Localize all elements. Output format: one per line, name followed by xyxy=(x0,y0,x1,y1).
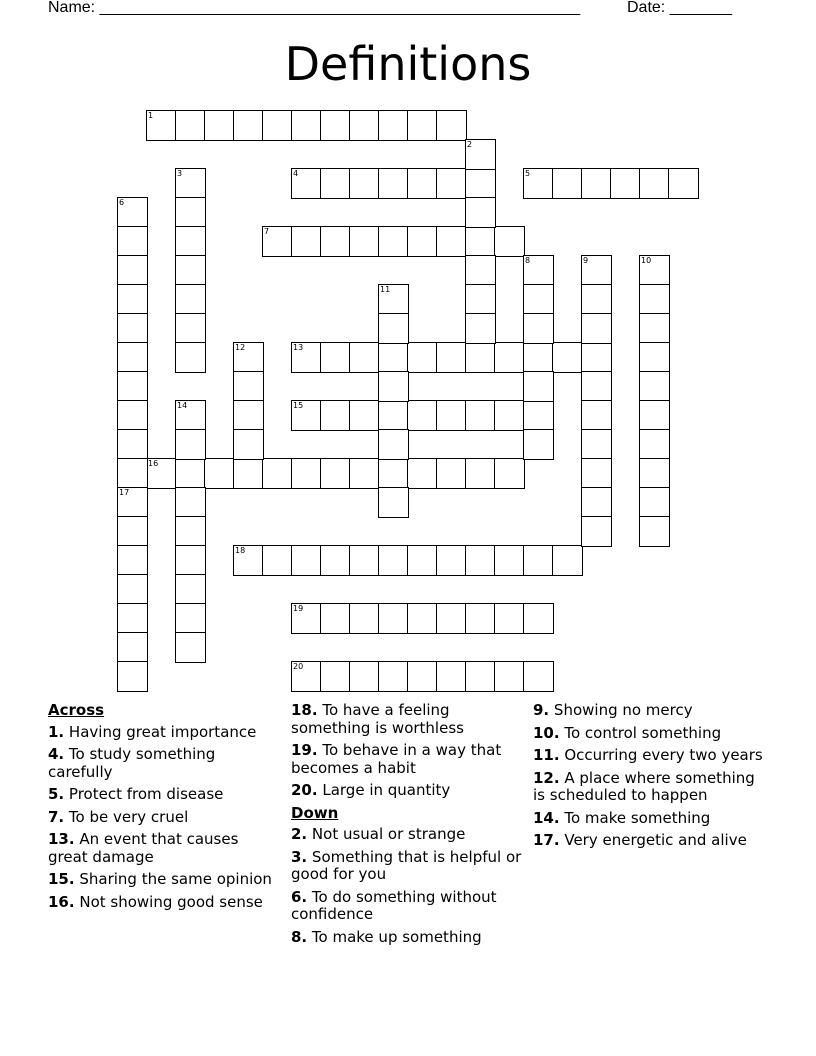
crossword-cell[interactable] xyxy=(378,400,409,431)
crossword-cell[interactable] xyxy=(175,255,206,286)
crossword-cell[interactable] xyxy=(349,226,380,257)
crossword-cell[interactable] xyxy=(378,371,409,402)
crossword-cell[interactable] xyxy=(581,400,612,431)
down-clue-10: 10. To control something xyxy=(533,723,722,742)
crossword-cell[interactable] xyxy=(494,545,525,576)
crossword-cell[interactable] xyxy=(233,545,264,576)
crossword-cell[interactable] xyxy=(465,255,496,286)
crossword-cell[interactable] xyxy=(378,284,409,315)
crossword-cell[interactable] xyxy=(407,110,438,141)
crossword-cell[interactable] xyxy=(465,545,496,576)
crossword-cell[interactable] xyxy=(175,400,206,431)
crossword-cell[interactable] xyxy=(175,574,206,605)
cell-number: 6 xyxy=(119,198,125,207)
crossword-cell[interactable] xyxy=(175,284,206,315)
crossword-cell[interactable] xyxy=(291,110,322,141)
crossword-cell[interactable] xyxy=(233,400,264,431)
crossword-cell[interactable] xyxy=(117,342,148,373)
down-clue-8: 8. To make up something xyxy=(291,927,482,946)
crossword-cell[interactable] xyxy=(581,371,612,402)
crossword-cell[interactable] xyxy=(378,168,409,199)
crossword-cell[interactable] xyxy=(117,371,148,402)
crossword-cell[interactable] xyxy=(175,545,206,576)
crossword-cell[interactable] xyxy=(349,458,380,489)
crossword-cell[interactable] xyxy=(175,197,206,228)
across-clue-7: 7. To be very cruel xyxy=(48,807,189,826)
crossword-cell[interactable] xyxy=(233,458,264,489)
crossword-cell[interactable] xyxy=(291,226,322,257)
crossword-cell[interactable] xyxy=(117,661,148,692)
crossword-cell[interactable] xyxy=(407,661,438,692)
crossword-cell[interactable] xyxy=(581,168,612,199)
crossword-cell[interactable] xyxy=(610,168,641,199)
crossword-cell[interactable] xyxy=(407,400,438,431)
crossword-cell[interactable] xyxy=(175,313,206,344)
down-clue-17: 17. Very energetic and alive xyxy=(533,831,747,849)
crossword-cell[interactable] xyxy=(233,110,264,141)
crossword-cell[interactable] xyxy=(117,603,148,634)
crossword-cell[interactable] xyxy=(378,603,409,634)
cell-number: 3 xyxy=(177,169,183,178)
down-heading: Down xyxy=(291,803,339,822)
crossword-cell[interactable] xyxy=(407,545,438,576)
crossword-cell[interactable] xyxy=(581,284,612,315)
crossword-cell[interactable] xyxy=(117,487,148,518)
crossword-cell[interactable] xyxy=(465,661,496,692)
crossword-cell[interactable] xyxy=(639,429,670,460)
crossword-cell[interactable] xyxy=(349,661,380,692)
crossword-cell[interactable] xyxy=(523,545,554,576)
crossword-cell[interactable] xyxy=(349,110,380,141)
crossword-cell[interactable] xyxy=(175,429,206,460)
crossword-cell[interactable] xyxy=(639,342,670,373)
crossword-cell[interactable] xyxy=(320,342,351,373)
crossword-cell[interactable] xyxy=(465,400,496,431)
cell-number: 7 xyxy=(264,227,270,236)
cell-number: 17 xyxy=(119,488,130,497)
crossword-cell[interactable] xyxy=(291,342,322,373)
across-clue-4: 4. To study something carefully xyxy=(48,745,216,781)
crossword-cell[interactable] xyxy=(378,226,409,257)
crossword-cell[interactable] xyxy=(523,284,554,315)
cell-number: 1 xyxy=(148,111,154,120)
crossword-cell[interactable] xyxy=(117,429,148,460)
cell-number: 12 xyxy=(235,343,246,352)
crossword-cell[interactable] xyxy=(117,574,148,605)
crossword-cell[interactable] xyxy=(175,632,206,663)
crossword-cell[interactable] xyxy=(291,661,322,692)
crossword-cell[interactable] xyxy=(581,313,612,344)
crossword-cell[interactable] xyxy=(465,284,496,315)
across-clue-20: 20. Large in quantity xyxy=(291,781,451,799)
crossword-cell[interactable] xyxy=(465,226,496,257)
cell-number: 14 xyxy=(177,401,188,410)
crossword-cell[interactable] xyxy=(349,400,380,431)
crossword-cell[interactable] xyxy=(494,400,525,431)
cell-number: 19 xyxy=(293,604,304,613)
crossword-cell[interactable] xyxy=(639,458,670,489)
across-heading: Across xyxy=(48,701,105,719)
crossword-cell[interactable] xyxy=(320,661,351,692)
down-clue-12: 12. A place where something is scheduled to happen xyxy=(533,768,755,804)
crossword-cell[interactable] xyxy=(494,226,525,257)
crossword-cell[interactable] xyxy=(436,458,467,489)
crossword-cell[interactable] xyxy=(639,371,670,402)
crossword-cell[interactable] xyxy=(204,110,235,141)
crossword-cell[interactable] xyxy=(262,545,293,576)
crossword-cell[interactable] xyxy=(465,603,496,634)
clue-column-1 xyxy=(48,702,280,916)
crossword-cell[interactable] xyxy=(407,226,438,257)
cell-number: 5 xyxy=(525,169,531,178)
crossword-cell[interactable] xyxy=(581,516,612,547)
crossword-cell[interactable] xyxy=(175,226,206,257)
crossword-cell[interactable] xyxy=(523,313,554,344)
crossword-cell[interactable] xyxy=(523,371,554,402)
crossword-cell[interactable] xyxy=(523,429,554,460)
crossword-cell[interactable] xyxy=(320,226,351,257)
crossword-cell[interactable] xyxy=(233,429,264,460)
crossword-cell[interactable] xyxy=(117,400,148,431)
clue-column-3 xyxy=(533,702,765,855)
crossword-cell[interactable] xyxy=(175,458,206,489)
crossword-cell[interactable] xyxy=(378,429,409,460)
crossword-cell[interactable] xyxy=(581,458,612,489)
crossword-cell[interactable] xyxy=(175,487,206,518)
crossword-cell[interactable] xyxy=(639,400,670,431)
crossword-cell[interactable] xyxy=(523,255,554,286)
cell-number: 18 xyxy=(235,546,246,555)
crossword-cell[interactable] xyxy=(291,603,322,634)
cell-number: 13 xyxy=(293,343,304,352)
crossword-cell[interactable] xyxy=(639,284,670,315)
across-clue-19: 19. To behave in a way that becomes a habit xyxy=(291,741,502,777)
crossword-cell[interactable] xyxy=(523,168,554,199)
crossword-cell[interactable] xyxy=(117,545,148,576)
crossword-cell[interactable] xyxy=(436,342,467,373)
crossword-cell[interactable] xyxy=(581,429,612,460)
crossword-cell[interactable] xyxy=(291,168,322,199)
crossword-cell[interactable] xyxy=(117,255,148,286)
crossword-cell[interactable] xyxy=(117,458,148,489)
crossword-cell[interactable] xyxy=(320,400,351,431)
crossword-cell[interactable] xyxy=(378,458,409,489)
clue-column-2 xyxy=(291,702,523,951)
crossword-cell[interactable] xyxy=(523,603,554,634)
cell-number: 15 xyxy=(293,401,304,410)
cell-number: 16 xyxy=(148,459,159,468)
crossword-cell[interactable] xyxy=(291,545,322,576)
cell-number: 11 xyxy=(380,285,391,294)
crossword-cell[interactable] xyxy=(233,371,264,402)
crossword-cell[interactable] xyxy=(146,458,177,489)
cell-number: 2 xyxy=(467,140,473,149)
crossword-cell[interactable] xyxy=(668,168,699,199)
crossword-cell[interactable] xyxy=(117,226,148,257)
crossword-cell[interactable] xyxy=(233,342,264,373)
crossword-cell[interactable] xyxy=(436,545,467,576)
cell-number: 9 xyxy=(583,256,589,265)
crossword-cell[interactable] xyxy=(291,400,322,431)
crossword-cell[interactable] xyxy=(291,458,322,489)
across-clue-1: 1. Having great importance xyxy=(48,722,257,741)
crossword-cell[interactable] xyxy=(407,603,438,634)
crossword-cell[interactable] xyxy=(378,661,409,692)
crossword-cell[interactable] xyxy=(378,313,409,344)
crossword-cell[interactable] xyxy=(436,603,467,634)
across-clue-13: 13. An event that causes great damage xyxy=(48,830,239,866)
crossword-cell[interactable] xyxy=(581,487,612,518)
crossword-cell[interactable] xyxy=(407,342,438,373)
crossword-cell[interactable] xyxy=(552,168,583,199)
cell-number: 20 xyxy=(293,662,304,671)
down-clue-3: 3. Something that is helpful or good for you xyxy=(291,847,522,883)
crossword-cell[interactable] xyxy=(494,342,525,373)
cell-number: 8 xyxy=(525,256,531,265)
crossword-cell[interactable] xyxy=(436,110,467,141)
crossword-cell[interactable] xyxy=(494,458,525,489)
crossword-cell[interactable] xyxy=(465,313,496,344)
crossword-cell[interactable] xyxy=(436,226,467,257)
across-clue-15: 15. Sharing the same opinion xyxy=(48,870,272,888)
crossword-cell[interactable] xyxy=(639,255,670,286)
crossword-cell[interactable] xyxy=(407,168,438,199)
crossword-cell[interactable] xyxy=(378,110,409,141)
crossword-cell[interactable] xyxy=(349,545,380,576)
crossword-cell[interactable] xyxy=(117,313,148,344)
crossword-cell[interactable] xyxy=(117,516,148,547)
crossword-cell[interactable] xyxy=(523,661,554,692)
crossword-cell[interactable] xyxy=(639,313,670,344)
crossword-cell[interactable] xyxy=(465,168,496,199)
crossword-cell[interactable] xyxy=(262,458,293,489)
crossword-cell[interactable] xyxy=(349,342,380,373)
crossword-cell[interactable] xyxy=(262,226,293,257)
crossword-cell[interactable] xyxy=(117,197,148,228)
down-clue-6: 6. To do something without confidence xyxy=(291,887,497,923)
crossword-cell[interactable] xyxy=(436,661,467,692)
crossword-cell[interactable] xyxy=(639,168,670,199)
crossword-cell[interactable] xyxy=(175,603,206,634)
name-line: Name: ______________________________________________________ xyxy=(48,0,581,16)
crossword-cell[interactable] xyxy=(378,545,409,576)
crossword-cell[interactable] xyxy=(494,603,525,634)
crossword-cell[interactable] xyxy=(407,458,438,489)
date-line: Date: _______ xyxy=(627,0,732,16)
crossword-cell[interactable] xyxy=(320,603,351,634)
crossword-cell[interactable] xyxy=(465,139,496,170)
crossword-cell[interactable] xyxy=(320,545,351,576)
crossword-cell[interactable] xyxy=(175,342,206,373)
crossword-cell[interactable] xyxy=(436,400,467,431)
page-title: Definitions xyxy=(284,37,532,91)
cell-number: 10 xyxy=(641,256,652,265)
crossword-cell[interactable] xyxy=(523,400,554,431)
crossword-cell[interactable] xyxy=(262,110,293,141)
crossword-cell[interactable] xyxy=(117,632,148,663)
down-clue-9: 9. Showing no mercy xyxy=(533,701,693,719)
crossword-cell[interactable] xyxy=(378,487,409,518)
across-clue-16: 16. Not showing good sense xyxy=(48,892,263,911)
crossword-cell[interactable] xyxy=(349,603,380,634)
crossword-cell[interactable] xyxy=(465,342,496,373)
across-clue-18: 18. To have a feeling something is worthless xyxy=(291,701,464,737)
crossword-cell[interactable] xyxy=(639,516,670,547)
across-clue-5: 5. Protect from disease xyxy=(48,785,224,803)
crossword-cell[interactable] xyxy=(436,168,467,199)
crossword-cell[interactable] xyxy=(465,197,496,228)
crossword-cell[interactable] xyxy=(378,342,409,373)
crossword-cell[interactable] xyxy=(320,168,351,199)
crossword-cell[interactable] xyxy=(349,168,380,199)
crossword-cell[interactable] xyxy=(146,110,177,141)
crossword-cell[interactable] xyxy=(552,545,583,576)
crossword-cell[interactable] xyxy=(465,458,496,489)
crossword-cell[interactable] xyxy=(175,168,206,199)
crossword-cell[interactable] xyxy=(320,458,351,489)
crossword-cell[interactable] xyxy=(494,661,525,692)
crossword-cell[interactable] xyxy=(117,284,148,315)
down-clue-14: 14. To make something xyxy=(533,808,711,827)
down-clue-11: 11. Occurring every two years xyxy=(533,746,763,764)
crossword-cell[interactable] xyxy=(523,342,554,373)
crossword-cell[interactable] xyxy=(175,516,206,547)
crossword-cell[interactable] xyxy=(204,458,235,489)
down-clue-2: 2. Not usual or strange xyxy=(291,825,466,843)
crossword-cell[interactable] xyxy=(581,255,612,286)
crossword-cell[interactable] xyxy=(581,342,612,373)
crossword-cell[interactable] xyxy=(552,342,583,373)
crossword-cell[interactable] xyxy=(175,110,206,141)
crossword-cell[interactable] xyxy=(639,487,670,518)
cell-number: 4 xyxy=(293,169,299,178)
crossword-cell[interactable] xyxy=(320,110,351,141)
